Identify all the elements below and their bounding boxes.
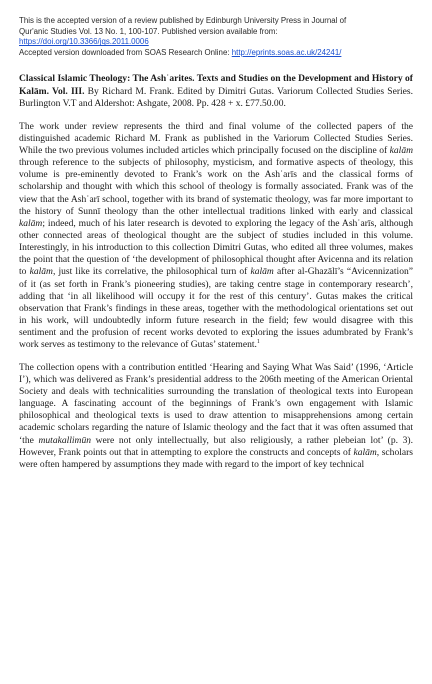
header-downloaded-text: Accepted version downloaded from SOAS Research Online: — [19, 47, 232, 57]
footnote-marker[interactable]: 1 — [256, 339, 260, 346]
p1-text-2: through reference to the subjects of philosophy, mysticism, and formative aspects of theology, this volume is pre-eminently devoted to Frank’s work on the Ashʿarīs and the classical forms of scholarship and thought with which this school of theology is formally associated. Frank was of the view that the Ashʿarī school, together with its brand of systematic theology, was far more important to the history of Sunnī theology than the other intellectual traditions linked with early and classical — [19, 157, 413, 217]
paragraph-2 — [19, 362, 413, 471]
p2-term-mutakallimun: mutakallimūn — [38, 434, 92, 446]
p1-text-4: , just like its correlative, the philosophical turn of — [52, 266, 251, 278]
review-heading — [19, 73, 413, 110]
soas-eprints-link[interactable]: http://eprints.soas.ac.uk/24241/ — [231, 47, 342, 57]
p1-term-kalam-3: kalām — [29, 266, 53, 278]
header-line-1: This is the accepted version of a review published by Edinburgh University Press in Journal of — [19, 16, 347, 25]
repository-header — [19, 16, 413, 58]
p2-text-2: were not only intellectually, but also religiously, a rather plebeian lot’ (p. 3). However, Frank points out that in attempting to explore the constructs and concepts of — [19, 434, 414, 458]
paragraph-1 — [19, 121, 413, 352]
header-line-3 — [19, 37, 413, 48]
p1-term-kalam-2: kalām — [19, 217, 43, 229]
p2-text-1: The collection opens with a contribution entitled ‘Hearing and Saying What Was Said’ (1996, ‘Article I’), which was delivered as Frank’s presidential address to the 206th meeting of the American Oriental Society and deals with technicalities surrounding the translation of theological texts into European language. A fascinating account of the beginnings of Frank’s own engagement with Islamic philosophical and theological texts is used to draw attention to misapprehensions among certain academic scholars regarding the nature of Islamic theology and the fact that it was often assumed that ‘the — [19, 361, 413, 446]
p1-term-kalam-1: kalām — [389, 144, 413, 156]
header-line-2: Qur'anic Studies Vol. 13 No. 1, 100-107. Published version available from: — [19, 26, 278, 36]
p1-term-kalam-4: kalām — [250, 266, 274, 278]
book-details: By Richard M. Frank. Edited by Dimitri Gutas. Variorum Collected Studies Series. Burlington V.T and Aldershot: Ashgate, 2008. Pp. 428 + x. £77.50.00. — [19, 85, 413, 110]
p2-term-kalam: kalām — [353, 446, 377, 458]
p2-text-3: , scholars were often hampered by assumptions they made with regard to the import of key technical — [19, 446, 414, 470]
p1-text-5: after al-Ghazālī’s “Avicennization” of it (as set forth in Frank’s pioneering studies), are taking centre stage in contemporary research’, adding that ‘in all likelihood will occupy it for the rest of this century’. Gutas makes the critical observation that Frank’s findings in these areas, together with the methodological orientations set out in his work, will undoubtedly inform future research in the field; few would disagree with this sentiment and the profusion of recent works devoted to exploring the issues adumbrated by Frank’s work serves as testimony to the relevance of Gutas’ statement. — [19, 266, 413, 351]
book-title: Classical Islamic Theology: The Ashʿarites. Texts and Studies on the Development and History of Kalām. Vol. III. — [19, 73, 413, 97]
doi-link[interactable]: https://doi.org/10.3366/jqs.2011.0006 — [19, 37, 149, 47]
p1-text-3: ; indeed, much of his later research is devoted to exploring the legacy of the Ashʿarīs, although other connected areas of theological thought are the subject of studies included in this volume. Interestingly, in his introduction to this collection Dimitri Gutas, who edited all three volumes, makes the point that the question of ‘the development of philosophical thought after Avicenna and its relation to — [19, 217, 413, 278]
header-line-4 — [19, 48, 413, 59]
p1-text-1: The work under review represents the third and final volume of the collected papers of the distinguished academic Richard M. Frank as published in the Variorum Collected Studies Series. While the two previous volumes included articles which principally focused on the discipline of — [19, 120, 413, 156]
